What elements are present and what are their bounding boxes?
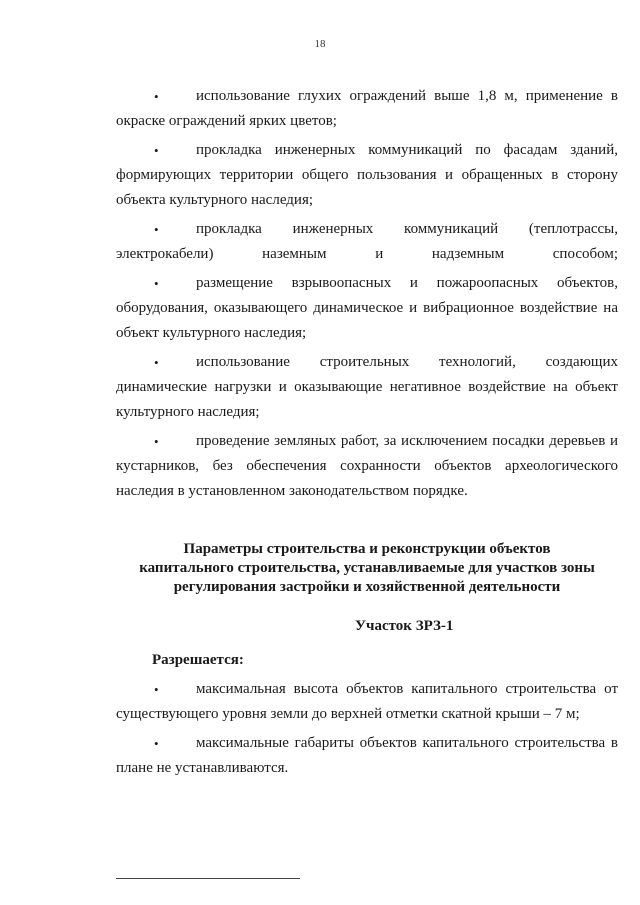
bullet-icon: • bbox=[154, 434, 159, 449]
subsection-title: Участок ЗРЗ-1 bbox=[355, 618, 454, 634]
list-item-text: прокладка инженерных коммуникаций по фасадам зданий, формирующих территории общего пользования и обращенных в сторону объекта культурного наследия; bbox=[116, 142, 618, 208]
bullet-icon: • bbox=[154, 355, 159, 370]
list-item-text: размещение взрывоопасных и пожароопасных объектов, оборудования, оказывающего динамическое и вибрационное воздействие на объект культурного наследия; bbox=[116, 275, 618, 341]
list-item-text: максимальная высота объектов капитального строительства от существующего уровня земли до верхней отметки скатной крыши – 7 м; bbox=[116, 681, 618, 722]
page-number: 18 bbox=[314, 38, 326, 50]
bullet-icon: • bbox=[154, 682, 159, 697]
bullet-icon: • bbox=[154, 736, 159, 751]
list-item bbox=[116, 731, 618, 781]
list-item bbox=[116, 429, 618, 504]
allowed-label: Разрешается: bbox=[152, 652, 244, 668]
list-item-text: прокладка инженерных коммуникаций (теплотрассы, электрокабели) наземным и надземным способом; bbox=[116, 221, 618, 262]
section-title-line: капитального строительства, устанавливаемые для участков зоны bbox=[139, 560, 595, 576]
list-item bbox=[116, 84, 618, 134]
list-item-text: использование строительных технологий, создающих динамические нагрузки и оказывающие негативное воздействие на объект культурного наследия; bbox=[116, 354, 618, 420]
section-title-line: регулирования застройки и хозяйственной деятельности bbox=[173, 579, 561, 595]
list-item bbox=[116, 350, 618, 425]
list-item-text: использование глухих ограждений выше 1,8 м, применение в окраске ограждений ярких цветов; bbox=[116, 88, 618, 129]
bullet-icon: • bbox=[154, 222, 159, 237]
list-item bbox=[116, 271, 618, 346]
section-title-line: Параметры строительства и реконструкции объектов bbox=[183, 541, 551, 557]
list-item-text: проведение земляных работ, за исключением посадки деревьев и кустарников, без обеспечения сохранности объектов археологического наследия в установленном законодательством порядке. bbox=[116, 433, 618, 499]
footnote-divider bbox=[116, 878, 300, 879]
list-item bbox=[116, 138, 618, 213]
bullet-icon: • bbox=[154, 143, 159, 158]
list-item bbox=[116, 217, 618, 267]
document-body bbox=[116, 84, 618, 785]
list-item-text: максимальные габариты объектов капитального строительства в плане не устанавливаются. bbox=[116, 735, 618, 776]
section-title bbox=[116, 540, 618, 597]
bullet-icon: • bbox=[154, 89, 159, 104]
list-item bbox=[116, 677, 618, 727]
bullet-icon: • bbox=[154, 276, 159, 291]
